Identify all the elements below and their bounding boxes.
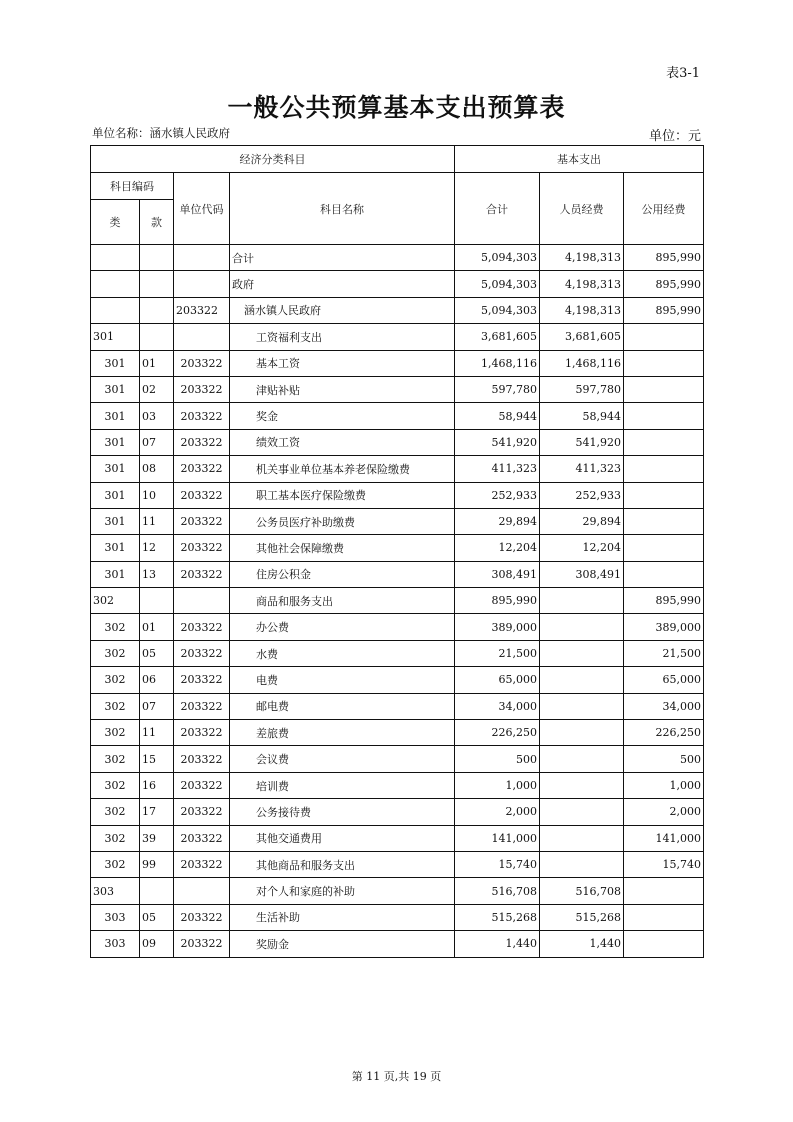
cell-total: 34,000 [455,693,540,719]
cell-personnel: 4,198,313 [540,297,624,323]
cell-personnel [540,588,624,614]
cell-subject-name: 其他交通费用 [230,825,455,851]
cell-lei: 301 [91,429,140,455]
cell-unit-code: 203322 [174,376,230,402]
cell-kuan [140,588,174,614]
cell-personnel: 541,920 [540,429,624,455]
cell-total: 226,250 [455,720,540,746]
cell-subject-name: 公务员医疗补助缴费 [230,508,455,534]
cell-subject-name: 邮电费 [230,693,455,719]
cell-kuan: 08 [140,456,174,482]
cell-kuan: 02 [140,376,174,402]
table-row [91,245,704,271]
cell-kuan [140,878,174,904]
cell-subject-name: 合计 [230,245,455,271]
table-row [91,535,704,561]
cell-public: 34,000 [624,693,704,719]
cell-subject-name: 商品和服务支出 [230,588,455,614]
cell-subject-name: 职工基本医疗保险缴费 [230,482,455,508]
table-row [91,508,704,534]
cell-public: 895,990 [624,297,704,323]
cell-public: 226,250 [624,720,704,746]
cell-personnel: 411,323 [540,456,624,482]
cell-public [624,878,704,904]
cell-kuan: 10 [140,482,174,508]
cell-unit-code: 203322 [174,640,230,666]
cell-total: 15,740 [455,851,540,877]
cell-public [624,324,704,350]
cell-public: 141,000 [624,825,704,851]
cell-subject-name: 公务接待费 [230,799,455,825]
cell-public: 895,990 [624,245,704,271]
cell-kuan [140,245,174,271]
cell-subject-name: 生活补助 [230,904,455,930]
cell-total: 1,440 [455,931,540,957]
header-kuan: 款 [140,200,174,245]
cell-lei: 302 [91,772,140,798]
cell-personnel [540,825,624,851]
cell-lei: 301 [91,456,140,482]
cell-total: 597,780 [455,376,540,402]
header-subject-code: 科目编码 [91,173,174,200]
cell-unit-code [174,324,230,350]
cell-personnel: 4,198,313 [540,271,624,297]
table-row [91,720,704,746]
cell-personnel [540,772,624,798]
cell-total: 541,920 [455,429,540,455]
cell-public [624,429,704,455]
table-row [91,324,704,350]
cell-total: 308,491 [455,561,540,587]
cell-kuan: 03 [140,403,174,429]
cell-kuan: 07 [140,429,174,455]
cell-lei [91,297,140,323]
cell-unit-code: 203322 [174,931,230,957]
cell-kuan: 01 [140,614,174,640]
cell-lei: 303 [91,878,140,904]
cell-personnel [540,720,624,746]
cell-public [624,508,704,534]
cell-total: 500 [455,746,540,772]
table-row [91,904,704,930]
table-row [91,614,704,640]
cell-unit-code: 203322 [174,297,230,323]
cell-public [624,482,704,508]
cell-unit-code [174,878,230,904]
cell-kuan [140,324,174,350]
cell-personnel [540,746,624,772]
cell-personnel: 4,198,313 [540,245,624,271]
cell-personnel [540,640,624,666]
cell-public: 895,990 [624,588,704,614]
header-personnel: 人员经费 [540,173,624,245]
cell-public: 389,000 [624,614,704,640]
cell-public [624,535,704,561]
cell-kuan: 11 [140,508,174,534]
cell-total: 3,681,605 [455,324,540,350]
cell-lei: 302 [91,693,140,719]
table-row [91,561,704,587]
cell-total: 389,000 [455,614,540,640]
header-public: 公用经费 [624,173,704,245]
cell-kuan: 12 [140,535,174,561]
cell-unit-code: 203322 [174,614,230,640]
table-row [91,350,704,376]
cell-public: 895,990 [624,271,704,297]
table-row [91,851,704,877]
cell-subject-name: 其他商品和服务支出 [230,851,455,877]
table-number: 表3-1 [666,66,700,81]
cell-lei: 303 [91,904,140,930]
cell-lei: 302 [91,588,140,614]
cell-kuan [140,271,174,297]
table-row [91,403,704,429]
cell-public: 500 [624,746,704,772]
cell-unit-code [174,245,230,271]
cell-public [624,561,704,587]
cell-lei: 301 [91,561,140,587]
table-row [91,482,704,508]
cell-subject-name: 基本工资 [230,350,455,376]
cell-subject-name: 会议费 [230,746,455,772]
cell-subject-name: 工资福利支出 [230,324,455,350]
cell-personnel: 3,681,605 [540,324,624,350]
cell-total: 895,990 [455,588,540,614]
cell-lei: 302 [91,851,140,877]
cell-total: 29,894 [455,508,540,534]
cell-public [624,403,704,429]
header-lei: 类 [91,200,140,245]
cell-lei [91,271,140,297]
cell-total: 516,708 [455,878,540,904]
page-footer: 第 11 页,共 19 页 [351,1070,442,1083]
cell-personnel [540,614,624,640]
cell-public [624,456,704,482]
cell-total: 1,000 [455,772,540,798]
table-row [91,825,704,851]
table-row [91,693,704,719]
cell-total: 2,000 [455,799,540,825]
cell-subject-name: 绩效工资 [230,429,455,455]
cell-lei: 301 [91,324,140,350]
cell-kuan: 39 [140,825,174,851]
cell-unit-code: 203322 [174,693,230,719]
table-row [91,456,704,482]
cell-lei: 301 [91,376,140,402]
cell-public [624,931,704,957]
table-row [91,667,704,693]
cell-total: 65,000 [455,667,540,693]
table-row [91,271,704,297]
cell-personnel: 516,708 [540,878,624,904]
cell-unit-code: 203322 [174,772,230,798]
cell-kuan: 06 [140,667,174,693]
cell-kuan [140,297,174,323]
cell-total: 5,094,303 [455,245,540,271]
cell-public [624,350,704,376]
table-row [91,772,704,798]
cell-total: 12,204 [455,535,540,561]
cell-lei: 302 [91,799,140,825]
cell-subject-name: 差旅费 [230,720,455,746]
cell-unit-code: 203322 [174,535,230,561]
cell-unit-code [174,588,230,614]
cell-personnel: 252,933 [540,482,624,508]
cell-subject-name: 奖金 [230,403,455,429]
cell-lei: 302 [91,640,140,666]
cell-unit-code: 203322 [174,851,230,877]
cell-personnel: 515,268 [540,904,624,930]
cell-kuan: 11 [140,720,174,746]
cell-personnel [540,693,624,719]
table-row [91,376,704,402]
cell-public: 2,000 [624,799,704,825]
cell-lei: 301 [91,535,140,561]
cell-lei: 301 [91,508,140,534]
cell-subject-name: 电费 [230,667,455,693]
cell-lei: 302 [91,720,140,746]
cell-personnel: 1,468,116 [540,350,624,376]
cell-subject-name: 水费 [230,640,455,666]
cell-lei: 301 [91,482,140,508]
cell-public: 15,740 [624,851,704,877]
cell-total: 21,500 [455,640,540,666]
cell-kuan: 05 [140,904,174,930]
cell-subject-name: 住房公积金 [230,561,455,587]
cell-public: 21,500 [624,640,704,666]
table-row [91,297,704,323]
cell-subject-name: 涵水镇人民政府 [230,297,455,323]
cell-public [624,376,704,402]
cell-subject-name: 奖励金 [230,931,455,957]
cell-unit-code: 203322 [174,508,230,534]
cell-personnel [540,851,624,877]
table-row [91,429,704,455]
cell-unit-code [174,271,230,297]
cell-unit-code: 203322 [174,825,230,851]
cell-kuan: 17 [140,799,174,825]
cell-lei: 302 [91,746,140,772]
cell-unit-code: 203322 [174,482,230,508]
cell-lei: 301 [91,403,140,429]
cell-kuan: 13 [140,561,174,587]
header-basic-exp: 基本支出 [455,146,704,173]
cell-total: 5,094,303 [455,297,540,323]
cell-lei: 302 [91,667,140,693]
cell-lei: 301 [91,350,140,376]
cell-total: 1,468,116 [455,350,540,376]
cell-unit-code: 203322 [174,561,230,587]
cell-lei: 302 [91,825,140,851]
table-row [91,640,704,666]
cell-public: 1,000 [624,772,704,798]
cell-unit-code: 203322 [174,403,230,429]
cell-subject-name: 办公费 [230,614,455,640]
cell-public: 65,000 [624,667,704,693]
cell-unit-code: 203322 [174,667,230,693]
cell-subject-name: 其他社会保障缴费 [230,535,455,561]
cell-total: 411,323 [455,456,540,482]
cell-personnel: 597,780 [540,376,624,402]
table-row [91,588,704,614]
cell-unit-code: 203322 [174,746,230,772]
cell-personnel [540,667,624,693]
cell-kuan: 01 [140,350,174,376]
cell-lei: 302 [91,614,140,640]
cell-kuan: 05 [140,640,174,666]
table-row [91,746,704,772]
currency-unit: 单位：元 [648,129,701,144]
cell-subject-name: 培训费 [230,772,455,798]
cell-unit-code: 203322 [174,904,230,930]
header-unit-code: 单位代码 [174,173,230,245]
header-econ-class: 经济分类科目 [91,146,455,173]
unit-name: 单位名称：涵水镇人民政府 [92,126,230,140]
cell-kuan: 15 [140,746,174,772]
cell-unit-code: 203322 [174,799,230,825]
cell-kuan: 09 [140,931,174,957]
cell-unit-code: 203322 [174,720,230,746]
cell-unit-code: 203322 [174,429,230,455]
cell-personnel [540,799,624,825]
budget-table [90,145,704,958]
cell-kuan: 99 [140,851,174,877]
table-row [91,799,704,825]
header-total: 合计 [455,173,540,245]
table-row [91,878,704,904]
cell-kuan: 16 [140,772,174,798]
table-row [91,931,704,957]
cell-personnel: 1,440 [540,931,624,957]
cell-total: 5,094,303 [455,271,540,297]
cell-lei: 303 [91,931,140,957]
cell-subject-name: 对个人和家庭的补助 [230,878,455,904]
cell-personnel: 58,944 [540,403,624,429]
cell-total: 141,000 [455,825,540,851]
cell-total: 515,268 [455,904,540,930]
cell-total: 58,944 [455,403,540,429]
cell-kuan: 07 [140,693,174,719]
cell-personnel: 308,491 [540,561,624,587]
cell-subject-name: 政府 [230,271,455,297]
cell-subject-name: 机关事业单位基本养老保险缴费 [230,456,455,482]
cell-public [624,904,704,930]
cell-unit-code: 203322 [174,350,230,376]
cell-personnel: 29,894 [540,508,624,534]
cell-personnel: 12,204 [540,535,624,561]
header-subject-name: 科目名称 [230,173,455,245]
cell-lei [91,245,140,271]
cell-total: 252,933 [455,482,540,508]
cell-unit-code: 203322 [174,456,230,482]
page-title: 一般公共预算基本支出预算表 [227,93,566,122]
cell-subject-name: 津贴补贴 [230,376,455,402]
